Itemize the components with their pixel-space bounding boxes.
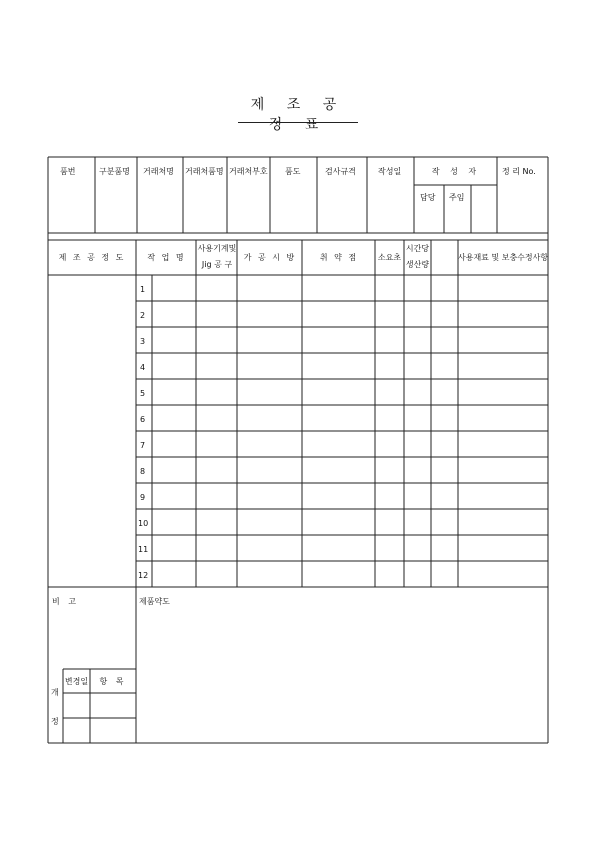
revision-date-header: 변경일 <box>64 677 89 686</box>
product-drawing-label: 제품약도 <box>139 597 170 606</box>
row-number: 4 <box>140 363 146 372</box>
row-number: 5 <box>140 389 146 398</box>
col-part-no: 품번 <box>60 167 76 176</box>
col-output-line1: 시간당 <box>405 244 430 253</box>
col-author: 작 성 자 <box>431 167 481 176</box>
author-supervisor: 주임 <box>449 193 465 202</box>
col-control-no: 정 리 No. <box>502 167 536 176</box>
row-number: 6 <box>140 415 146 424</box>
col-time: 소요초 <box>377 253 402 262</box>
row-number: 1 <box>140 285 146 294</box>
col-weak-points: 취 약 점 <box>319 253 359 262</box>
remarks-label: 비 고 <box>52 597 79 606</box>
revision-label-bottom: 정 <box>51 717 59 726</box>
row-number: 12 <box>138 571 149 580</box>
col-work-name: 작 업 명 <box>147 253 186 262</box>
row-number: 11 <box>138 545 149 554</box>
row-number: 3 <box>140 337 146 346</box>
col-category-name: 구분품명 <box>99 167 130 176</box>
document-title: 제 조 공 정 표 <box>250 97 346 133</box>
col-date: 작성일 <box>378 167 402 176</box>
col-tools-line1: 사용기계및 <box>197 244 237 253</box>
row-number: 8 <box>140 467 146 476</box>
col-client: 거래처명 <box>143 167 174 176</box>
col-inspection-spec: 검사규격 <box>325 167 356 176</box>
col-client-product: 거래처품명 <box>185 167 224 176</box>
col-output-line2: 생산량 <box>405 260 430 269</box>
author-in-charge: 담당 <box>420 193 436 202</box>
col-method: 가 공 시 방 <box>243 253 297 262</box>
row-number: 2 <box>140 311 146 320</box>
col-drawing: 품도 <box>285 167 301 176</box>
row-number: 10 <box>138 519 149 528</box>
col-tools-line2: Jig 공 구 <box>201 260 233 269</box>
revision-item-header: 항 목 <box>99 677 127 686</box>
col-process-diagram: 제 조 공 정 도 <box>58 253 126 262</box>
col-materials: 사용재료 및 보충수정사항 <box>458 253 549 262</box>
revision-label-top: 개 <box>51 688 59 697</box>
row-number: 7 <box>140 441 146 450</box>
row-number: 9 <box>140 493 146 502</box>
col-client-code: 거래처부호 <box>229 167 268 176</box>
